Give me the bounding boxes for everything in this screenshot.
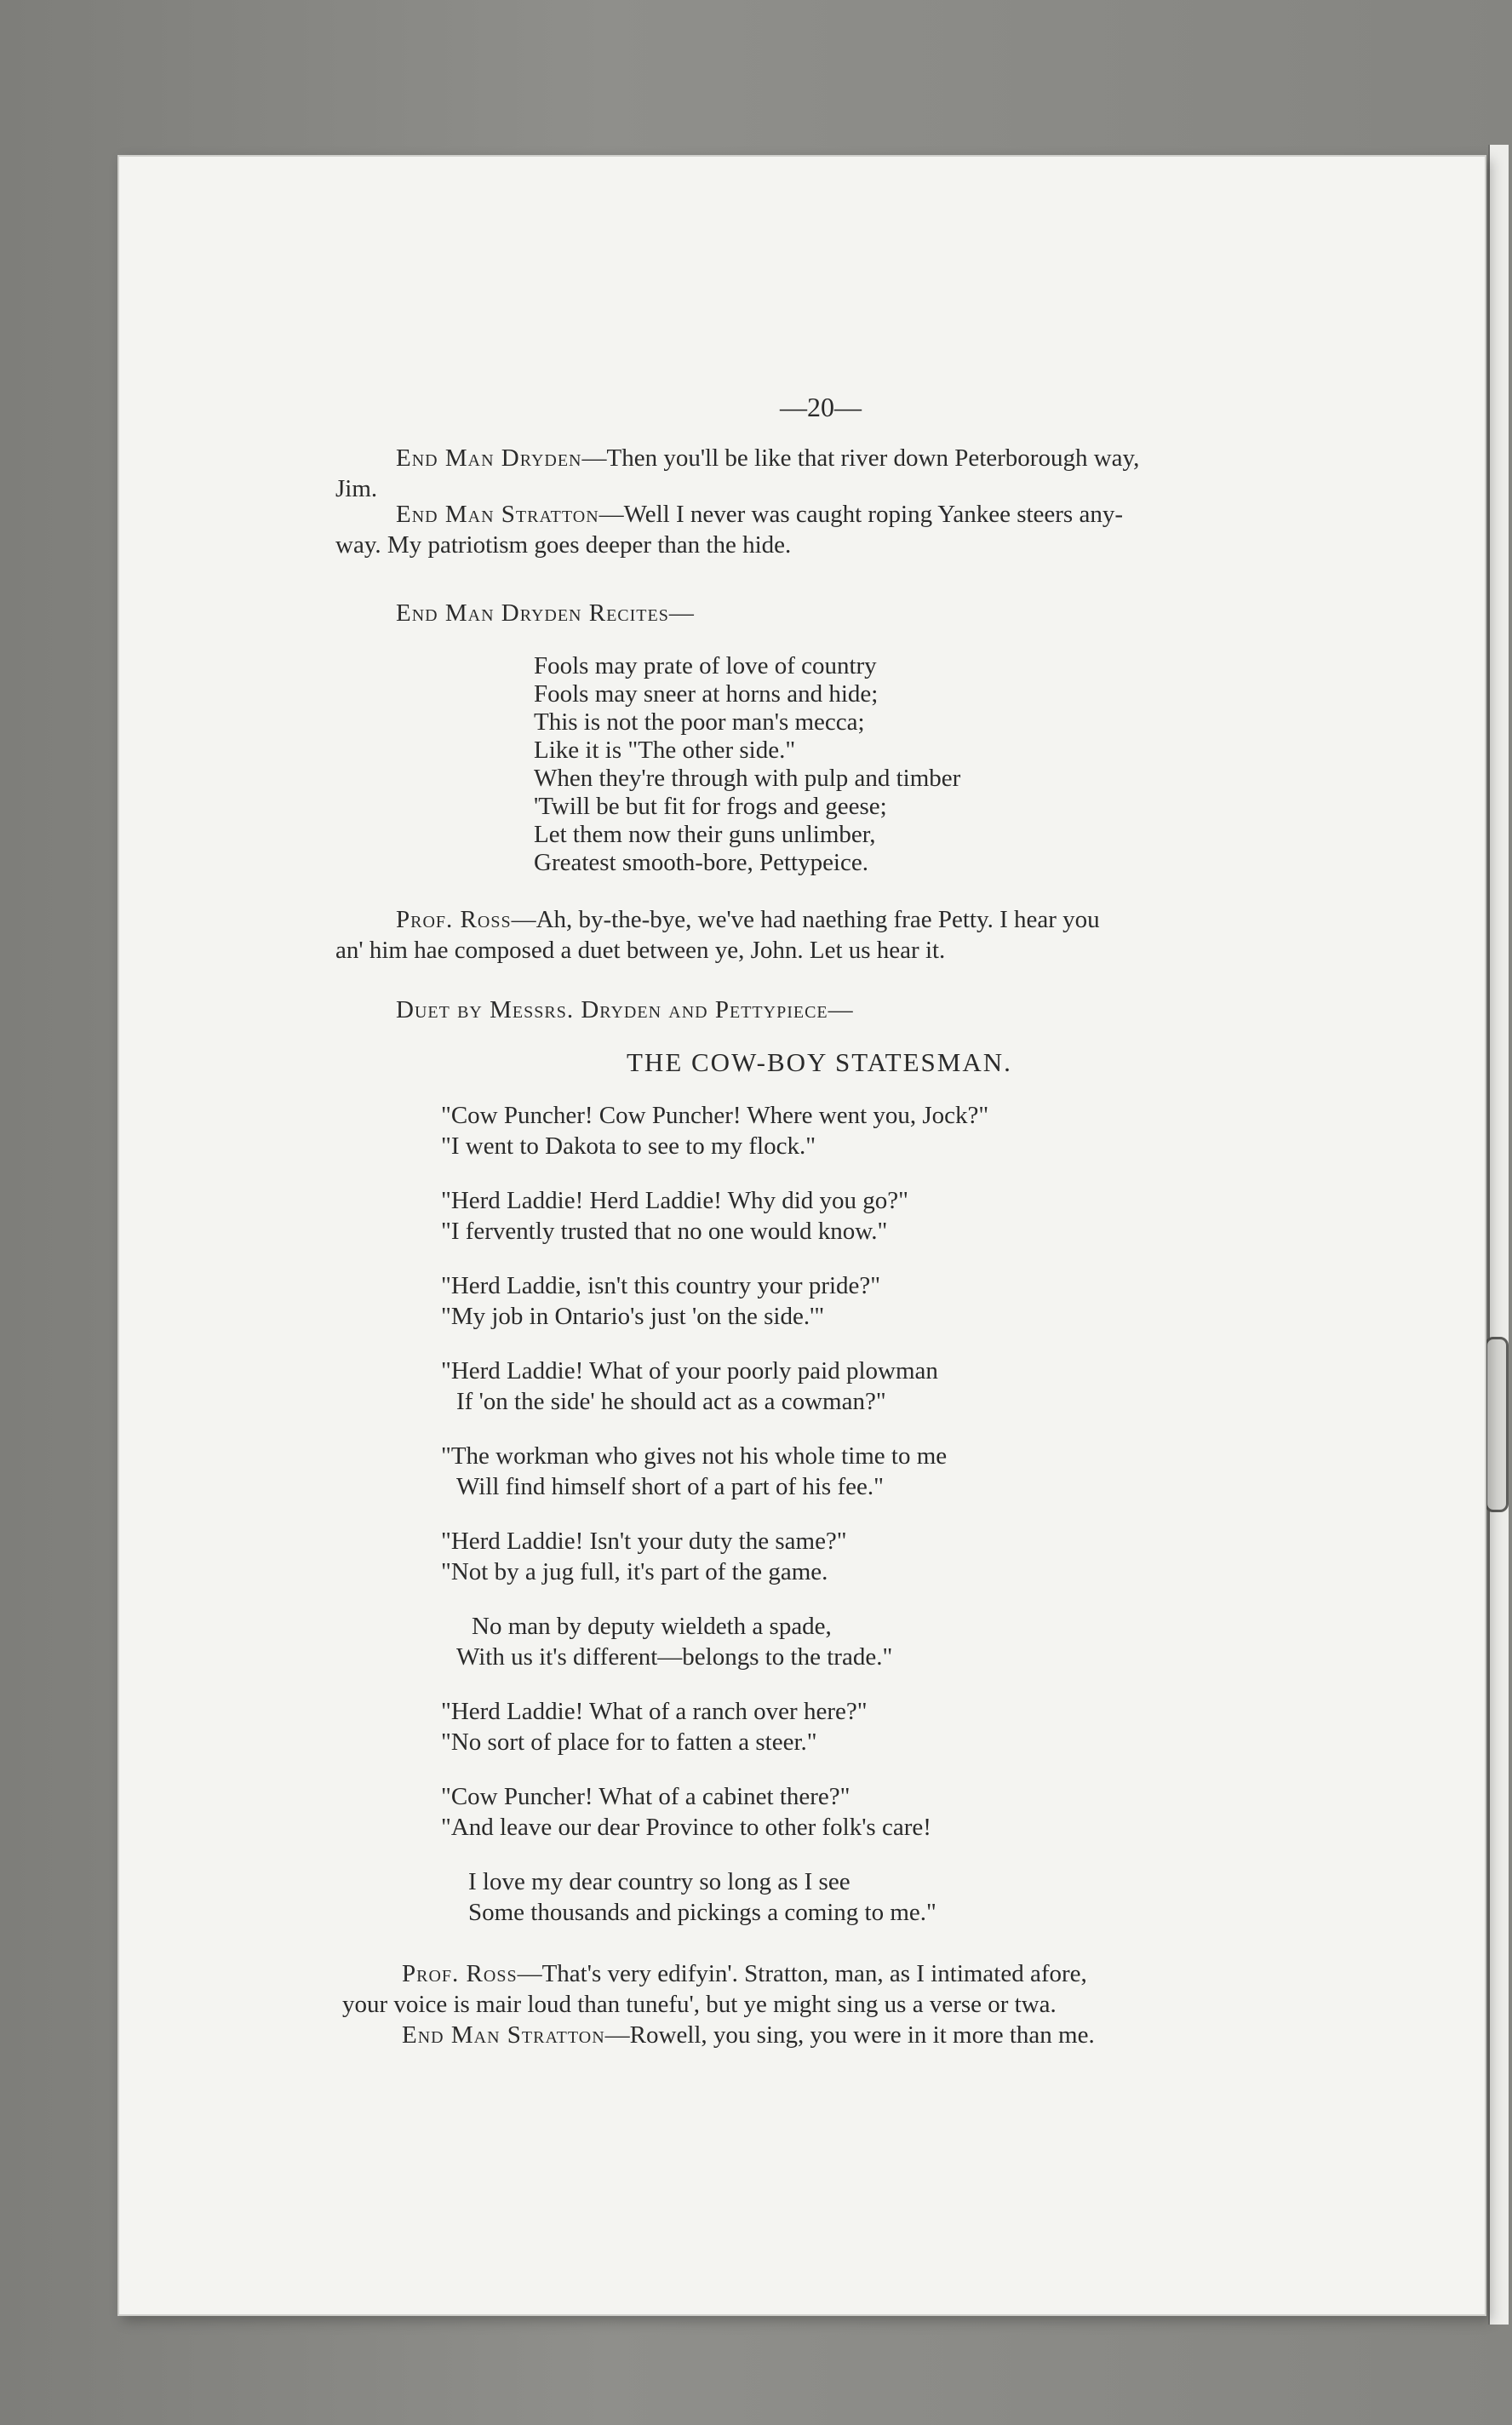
song-line: "Herd Laddie! Herd Laddie! Why did you go?" xyxy=(441,1187,908,1214)
dialogue-continuation: Jim. xyxy=(335,475,378,502)
dialogue-line xyxy=(402,1958,1087,1989)
song-line: "Cow Puncher! What of a cabinet there?" xyxy=(441,1783,850,1810)
book-page xyxy=(117,155,1486,2316)
speaker-name: End Man Dryden xyxy=(396,444,582,472)
song-stanza xyxy=(441,1356,938,1417)
dialogue-text: —Ah, by-the-bye, we've had naething frae Petty. I hear you xyxy=(511,906,1100,933)
dialogue-text: —Then you'll be like that river down Peterborough way, xyxy=(581,444,1140,472)
song-line: "Herd Laddie, isn't this country your pride?" xyxy=(441,1272,881,1299)
poem-line: Like it is "The other side." xyxy=(534,737,796,764)
dialogue-text: —Well I never was caught roping Yankee steers any- xyxy=(598,501,1123,528)
binding-clip xyxy=(1485,1337,1509,1512)
dialogue-continuation: an' him hae composed a duet between ye, John. Let us hear it. xyxy=(335,937,946,964)
poem-line: When they're through with pulp and timber xyxy=(534,765,961,792)
recitation-heading: End Man Dryden Recites— xyxy=(396,599,695,627)
song-stanza xyxy=(441,1270,880,1332)
song-line: "Cow Puncher! Cow Puncher! Where went you, Jock?" xyxy=(441,1102,989,1129)
song-line: "Herd Laddie! What of a ranch over here?" xyxy=(441,1698,868,1725)
song-stanza xyxy=(441,1185,908,1247)
dialogue-continuation: way. My patriotism goes deeper than the hide. xyxy=(335,531,792,559)
song-line: "And leave our dear Province to other folk's care! xyxy=(441,1814,931,1841)
poem-line: Let them now their guns unlimber, xyxy=(534,821,876,848)
dialogue-text: —That's very edifyin'. Stratton, man, as I intimated afore, xyxy=(517,1960,1087,1987)
poem-line: 'Twill be but fit for frogs and geese; xyxy=(534,793,887,820)
song-line: If 'on the side' he should act as a cowman?" xyxy=(456,1388,886,1415)
speaker-name: End Man Stratton xyxy=(396,501,599,528)
song-line: "Herd Laddie! What of your poorly paid plowman xyxy=(441,1357,938,1384)
song-line: "Herd Laddie! Isn't your duty the same?" xyxy=(441,1528,847,1555)
song-line: No man by deputy wieldeth a spade, xyxy=(472,1613,832,1640)
dialogue-text: —Rowell, you sing, you were in it more than me. xyxy=(604,2021,1095,2049)
song-title: THE COW-BOY STATESMAN. xyxy=(627,1047,1012,1077)
song-stanza xyxy=(441,1696,868,1757)
speaker-name: Prof. Ross xyxy=(402,1960,518,1987)
song-stanza xyxy=(441,1781,931,1843)
poem-line: Fools may sneer at horns and hide; xyxy=(534,680,879,708)
dialogue-line xyxy=(396,499,1123,530)
page-number: —20— xyxy=(780,392,862,422)
song-stanza xyxy=(441,1100,988,1161)
dialogue-line xyxy=(402,2020,1095,2050)
song-stanza xyxy=(441,1526,847,1587)
song-stanza xyxy=(441,1441,947,1502)
song-line: With us it's different—belongs to the trade." xyxy=(456,1643,893,1671)
song-line: "My job in Ontario's just 'on the side.'" xyxy=(441,1303,825,1330)
poem xyxy=(534,652,960,877)
poem-line: This is not the poor man's mecca; xyxy=(534,708,865,736)
adjacent-page-edge xyxy=(1488,145,1509,2325)
poem-line: Greatest smooth-bore, Pettypeice. xyxy=(534,849,868,876)
song-stanza xyxy=(456,1611,892,1672)
song-line: Some thousands and pickings a coming to me." xyxy=(468,1899,936,1926)
song-line: Will find himself short of a part of his fee." xyxy=(456,1473,884,1500)
song-line: "Not by a jug full, it's part of the game. xyxy=(441,1558,828,1585)
speaker-name: End Man Stratton xyxy=(402,2021,605,2049)
song-line: I love my dear country so long as I see xyxy=(468,1868,850,1895)
dialogue-continuation: your voice is mair loud than tunefu', but ye might sing us a verse or twa. xyxy=(342,1991,1057,2018)
song-stanza xyxy=(468,1866,936,1928)
song-line: "I went to Dakota to see to my flock." xyxy=(441,1132,816,1160)
duet-heading: Duet by Messrs. Dryden and Pettypiece— xyxy=(396,996,854,1023)
speaker-name: Prof. Ross xyxy=(396,906,512,933)
poem-line: Fools may prate of love of country xyxy=(534,652,877,679)
song-line: "No sort of place for to fatten a steer." xyxy=(441,1728,817,1756)
dialogue-line xyxy=(396,904,1100,935)
song-line: "I fervently trusted that no one would know." xyxy=(441,1218,888,1245)
dialogue-line xyxy=(396,443,1139,473)
song-line: "The workman who gives not his whole time to me xyxy=(441,1442,948,1470)
